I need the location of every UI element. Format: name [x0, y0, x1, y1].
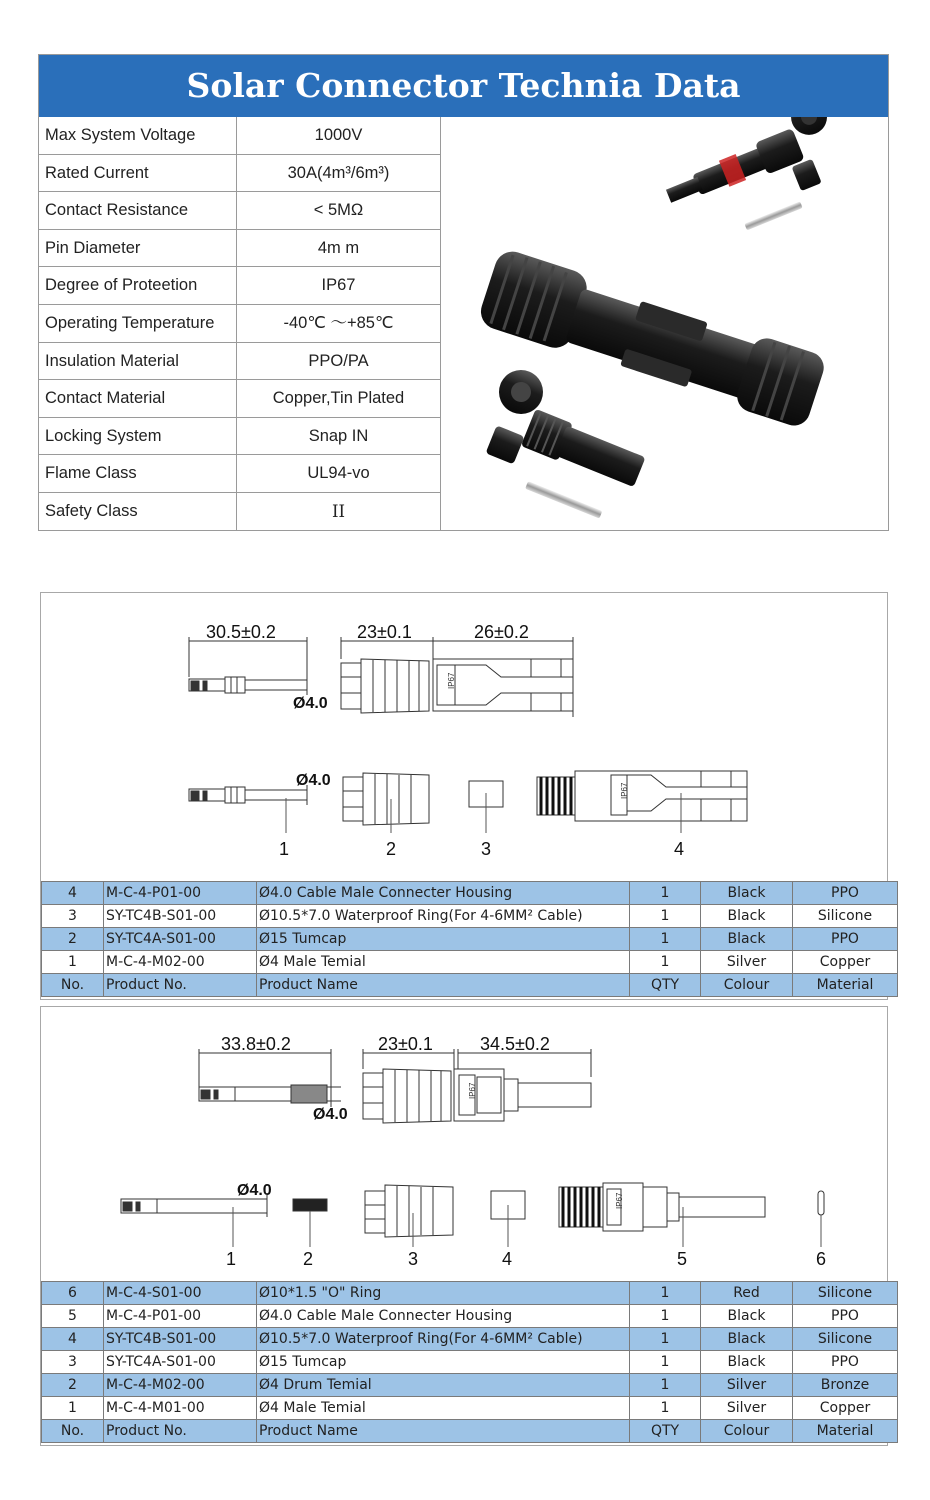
cell-material: PPO	[793, 1305, 898, 1328]
spec-value: 1000V	[237, 117, 441, 154]
cell-no: 2	[42, 928, 104, 951]
cell-product-name: Ø10.5*7.0 Waterproof Ring(For 4-6MM² Cable)	[257, 1328, 630, 1351]
table-row	[42, 928, 898, 951]
cell-no: 2	[42, 1374, 104, 1397]
callout-4: 4	[502, 1249, 513, 1269]
spec-label: Pin Diameter	[39, 230, 237, 267]
cap-nut-assembled	[363, 1069, 451, 1123]
cell-qty: 1	[630, 905, 701, 928]
cell-product-name: Ø10*1.5 "O" Ring	[257, 1282, 630, 1305]
spec-title: Solar Connector Technia Data	[39, 55, 888, 117]
dim-pin-diameter-exploded: Ø4.0	[237, 1182, 272, 1199]
pin-exploded	[121, 1195, 267, 1247]
spec-value: Copper,Tin Plated	[237, 380, 441, 417]
technical-drawing-1	[41, 593, 887, 881]
housing-exploded	[537, 771, 747, 833]
spec-row	[39, 455, 441, 493]
cell-product-no: M-C-4-P01-00	[104, 1305, 257, 1328]
table-header-row	[42, 974, 898, 997]
spec-label: Locking System	[39, 418, 237, 455]
drawing-panel-1	[40, 592, 888, 1000]
spec-label: Rated Current	[39, 155, 237, 192]
table-header-row	[42, 1420, 898, 1443]
spec-label: Insulation Material	[39, 343, 237, 380]
table-row	[42, 1351, 898, 1374]
parts-table-2	[41, 1281, 898, 1443]
header-product-name: Product Name	[257, 974, 630, 997]
pin-assembled	[189, 675, 307, 695]
cell-material: Bronze	[793, 1374, 898, 1397]
dim-nut-length: 23±0.1	[357, 622, 412, 642]
cell-product-name: Ø10.5*7.0 Waterproof Ring(For 4-6MM² Cable)	[257, 905, 630, 928]
callout-6: 6	[816, 1249, 827, 1269]
cell-qty: 1	[630, 1397, 701, 1420]
spec-value: 4m m	[237, 230, 441, 267]
cell-no: 5	[42, 1305, 104, 1328]
header-product-name: Product Name	[257, 1420, 630, 1443]
cell-qty: 1	[630, 1305, 701, 1328]
cell-product-no: SY-TC4A-S01-00	[104, 1351, 257, 1374]
spec-value: 30A(4m³/6m³)	[237, 155, 441, 192]
cell-no: 3	[42, 905, 104, 928]
cell-material: PPO	[793, 928, 898, 951]
table-row	[42, 1397, 898, 1420]
cell-product-no: M-C-4-S01-00	[104, 1282, 257, 1305]
cell-no: 1	[42, 951, 104, 974]
spec-value: IP67	[237, 267, 441, 304]
header-product-no: Product No.	[104, 1420, 257, 1443]
table-row	[42, 1374, 898, 1397]
pin-assembled	[199, 1085, 341, 1103]
dim-pin-diameter-exploded: Ø4.0	[296, 772, 331, 789]
cell-no: 4	[42, 882, 104, 905]
cell-no: 6	[42, 1282, 104, 1305]
callout-3: 3	[408, 1249, 419, 1269]
header-colour: Colour	[701, 1420, 793, 1443]
dim-pin-length: 33.8±0.2	[221, 1034, 291, 1054]
cell-product-name: Ø4.0 Cable Male Connecter Housing	[257, 1305, 630, 1328]
cell-material: Silicone	[793, 1282, 898, 1305]
cell-product-no: M-C-4-M02-00	[104, 951, 257, 974]
spec-value: -40℃ ～+85℃	[237, 305, 441, 342]
cell-product-name: Ø4 Male Temial	[257, 1397, 630, 1420]
spec-value: II	[237, 493, 441, 531]
spec-row	[39, 343, 441, 381]
header-qty: QTY	[630, 974, 701, 997]
cell-no: 3	[42, 1351, 104, 1374]
spec-label: Flame Class	[39, 455, 237, 492]
cap-nut-exploded	[343, 773, 429, 833]
cell-qty: 1	[630, 1351, 701, 1374]
cell-material: Silicone	[793, 1328, 898, 1351]
dim-pin-diameter: Ø4.0	[313, 1106, 348, 1123]
callout-1: 1	[279, 839, 290, 859]
cell-colour: Black	[701, 928, 793, 951]
spec-row	[39, 305, 441, 343]
cell-colour: Black	[701, 1328, 793, 1351]
cell-colour: Silver	[701, 1374, 793, 1397]
ip67-mark-exploded: IP67	[620, 782, 629, 799]
cell-product-no: SY-TC4A-S01-00	[104, 928, 257, 951]
o-ring-exploded	[818, 1191, 824, 1247]
ip67-mark: IP67	[468, 1082, 477, 1099]
ip67-mark-exploded: IP67	[615, 1192, 624, 1209]
header-no: No.	[42, 974, 104, 997]
dim-nut-length: 23±0.1	[378, 1034, 433, 1054]
callout-1: 1	[226, 1249, 237, 1269]
spec-table	[38, 54, 889, 531]
cell-qty: 1	[630, 951, 701, 974]
drawing-panel-2	[40, 1006, 888, 1446]
cell-product-name: Ø15 Tumcap	[257, 1351, 630, 1374]
table-row	[42, 951, 898, 974]
cell-material: Copper	[793, 1397, 898, 1420]
cell-product-no: SY-TC4B-S01-00	[104, 905, 257, 928]
spec-row	[39, 493, 441, 531]
cell-qty: 1	[630, 928, 701, 951]
cell-product-no: M-C-4-P01-00	[104, 882, 257, 905]
cell-product-name: Ø4 Male Temial	[257, 951, 630, 974]
cell-product-no: SY-TC4B-S01-00	[104, 1328, 257, 1351]
cell-qty: 1	[630, 1374, 701, 1397]
housing-exploded	[559, 1183, 765, 1247]
spec-row	[39, 117, 441, 155]
header-material: Material	[793, 1420, 898, 1443]
cell-product-name: Ø15 Tumcap	[257, 928, 630, 951]
cap-nut-exploded	[365, 1185, 453, 1247]
cell-colour: Black	[701, 882, 793, 905]
spec-label: Max System Voltage	[39, 117, 237, 154]
cell-product-no: M-C-4-M01-00	[104, 1397, 257, 1420]
header-no: No.	[42, 1420, 104, 1443]
spec-value: UL94-vo	[237, 455, 441, 492]
header-qty: QTY	[630, 1420, 701, 1443]
cell-material: Silicone	[793, 905, 898, 928]
spec-label: Safety Class	[39, 493, 237, 531]
callout-2: 2	[303, 1249, 314, 1269]
callout-4: 4	[674, 839, 685, 859]
cell-colour: Black	[701, 1305, 793, 1328]
cell-colour: Silver	[701, 1397, 793, 1420]
spec-row	[39, 230, 441, 268]
spec-row	[39, 192, 441, 230]
cell-colour: Red	[701, 1282, 793, 1305]
cell-qty: 1	[630, 1282, 701, 1305]
cell-colour: Silver	[701, 951, 793, 974]
technical-drawing-2	[41, 1007, 887, 1281]
exploded-parts-top	[654, 117, 856, 253]
callout-3: 3	[481, 839, 492, 859]
cell-product-no: M-C-4-M02-00	[104, 1374, 257, 1397]
cell-product-name: Ø4 Drum Temial	[257, 1374, 630, 1397]
cell-no: 1	[42, 1397, 104, 1420]
spec-row	[39, 155, 441, 193]
table-row	[42, 1305, 898, 1328]
cell-no: 4	[42, 1328, 104, 1351]
cell-product-name: Ø4.0 Cable Male Connecter Housing	[257, 882, 630, 905]
cell-material: PPO	[793, 1351, 898, 1374]
spec-rows	[39, 117, 441, 531]
dim-pin-diameter: Ø4.0	[293, 695, 328, 712]
cell-qty: 1	[630, 882, 701, 905]
callout-5: 5	[677, 1249, 688, 1269]
pin-exploded	[189, 785, 307, 833]
ip67-mark: IP67	[447, 672, 456, 689]
header-product-no: Product No.	[104, 974, 257, 997]
header-colour: Colour	[701, 974, 793, 997]
table-row	[42, 905, 898, 928]
table-row	[42, 1282, 898, 1305]
spec-row	[39, 418, 441, 456]
spec-value: PPO/PA	[237, 343, 441, 380]
connector-product-photo	[441, 117, 888, 530]
dim-housing-length: 34.5±0.2	[480, 1034, 550, 1054]
housing-assembled	[433, 653, 573, 717]
spec-label: Contact Resistance	[39, 192, 237, 229]
spec-value: Snap IN	[237, 418, 441, 455]
waterproof-ring-exploded	[469, 781, 503, 833]
cell-colour: Black	[701, 905, 793, 928]
drum-terminal-exploded	[293, 1199, 327, 1247]
exploded-parts-bottom	[468, 363, 659, 526]
spec-label: Operating Temperature	[39, 305, 237, 342]
dim-housing-length: 26±0.2	[474, 622, 529, 642]
waterproof-ring-exploded	[491, 1191, 525, 1247]
parts-table-1	[41, 881, 898, 997]
housing-assembled	[454, 1069, 591, 1121]
spec-value: < 5MΩ	[237, 192, 441, 229]
spec-row	[39, 380, 441, 418]
spec-label: Degree of Proteetion	[39, 267, 237, 304]
table-row	[42, 1328, 898, 1351]
dim-pin-length: 30.5±0.2	[206, 622, 276, 642]
cell-qty: 1	[630, 1328, 701, 1351]
header-material: Material	[793, 974, 898, 997]
spec-label: Contact Material	[39, 380, 237, 417]
table-row	[42, 882, 898, 905]
callout-2: 2	[386, 839, 397, 859]
spec-row	[39, 267, 441, 305]
cap-nut-assembled	[341, 659, 429, 713]
cell-material: PPO	[793, 882, 898, 905]
cell-material: Copper	[793, 951, 898, 974]
cell-colour: Black	[701, 1351, 793, 1374]
